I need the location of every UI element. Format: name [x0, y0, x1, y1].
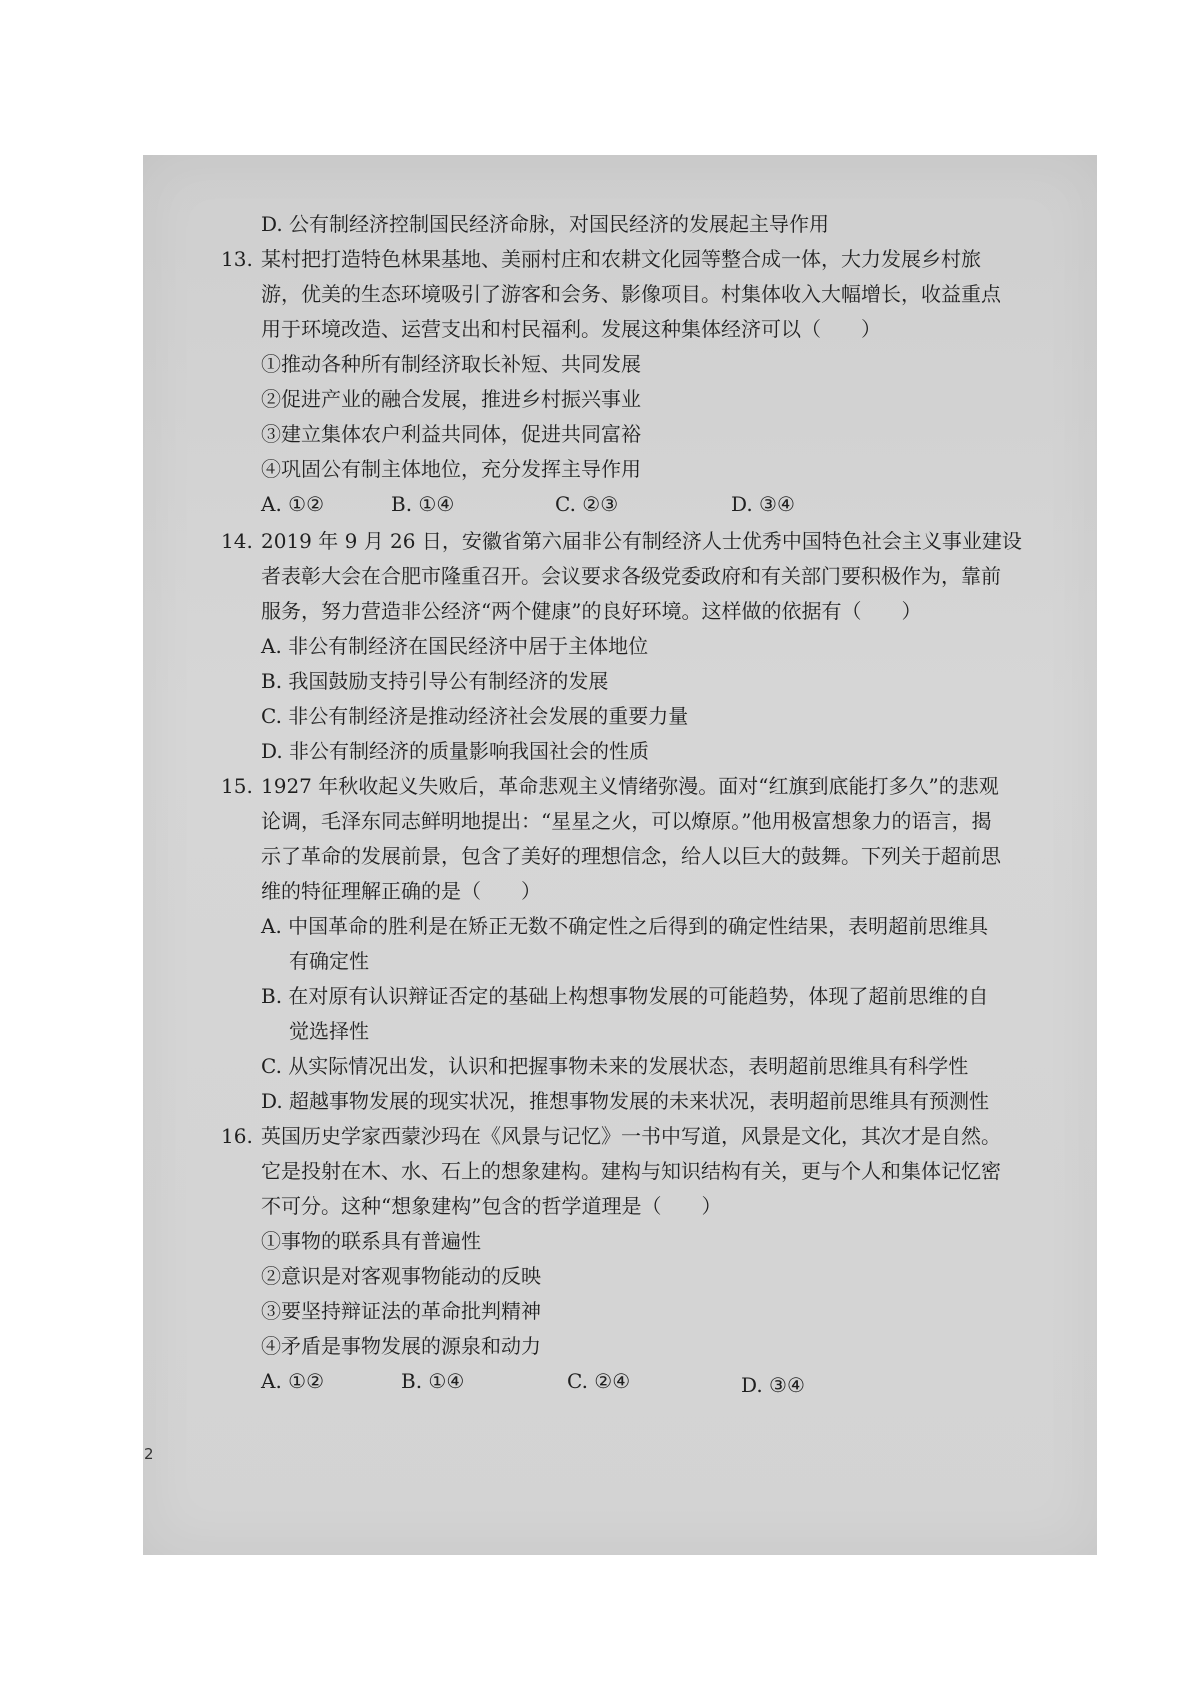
q15-stem-line: 维的特征理解正确的是（ ） — [261, 879, 541, 903]
q15-option-b-cont: 觉选择性 — [289, 1019, 369, 1043]
q15-number: 15. — [221, 774, 253, 798]
q16-option-a: A. ①② — [261, 1369, 325, 1393]
q14-option-b: B. 我国鼓励支持引导公有制经济的发展 — [261, 669, 609, 693]
q16-item: ②意识是对客观事物能动的反映 — [261, 1264, 541, 1288]
q15-option-c: C. 从实际情况出发，认识和把握事物未来的发展状态，表明超前思维具有科学性 — [261, 1054, 969, 1078]
q16-option-c: C. ②④ — [567, 1369, 631, 1393]
q16-stem-line: 它是投射在木、水、石上的想象建构。建构与知识结构有关，更与个人和集体记忆密 — [261, 1159, 1001, 1183]
q16-item: ③要坚持辩证法的革命批判精神 — [261, 1299, 541, 1323]
q16-stem-line: 不可分。这种“想象建构”包含的哲学道理是（ ） — [261, 1194, 722, 1218]
q13-item: ①推动各种所有制经济取长补短、共同发展 — [261, 352, 641, 376]
q14-option-d: D. 非公有制经济的质量影响我国社会的性质 — [261, 739, 650, 763]
q13-stem-line: 游，优美的生态环境吸引了游客和会务、影像项目。村集体收入大幅增长，收益重点 — [261, 282, 1001, 306]
q13-item: ③建立集体农户利益共同体，促进共同富裕 — [261, 422, 641, 446]
q16-number: 16. — [221, 1124, 253, 1148]
q15-stem-line: 论调，毛泽东同志鲜明地提出：“星星之火，可以燎原。”他用极富想象力的语言，揭 — [261, 809, 992, 833]
q13-stem-line: 某村把打造特色林果基地、美丽村庄和农耕文化园等整合成一体，大力发展乡村旅 — [261, 247, 981, 271]
q15-option-a: A. 中国革命的胜利是在矫正无数不确定性之后得到的确定性结果，表明超前思维具 — [261, 914, 989, 938]
q15-option-a-cont: 有确定性 — [289, 949, 369, 973]
q14-number: 14. — [221, 529, 253, 553]
q13-number: 13. — [221, 247, 253, 271]
q14-stem-line: 2019 年 9 月 26 日，安徽省第六届非公有制经济人士优秀中国特色社会主义事业建设 — [261, 529, 1022, 553]
q15-stem-line: 1927 年秋收起义失败后，革命悲观主义情绪弥漫。面对“红旗到底能打多久”的悲观 — [261, 774, 999, 798]
q16-item: ④矛盾是事物发展的源泉和动力 — [261, 1334, 541, 1358]
q15-option-d: D. 超越事物发展的现实状况，推想事物发展的未来状况，表明超前思维具有预测性 — [261, 1089, 990, 1113]
q13-option-d: D. ③④ — [731, 492, 795, 516]
q16-option-b: B. ①④ — [401, 1369, 465, 1393]
q14-option-c: C. 非公有制经济是推动经济社会发展的重要力量 — [261, 704, 689, 728]
q12-option-d: D. 公有制经济控制国民经济命脉，对国民经济的发展起主导作用 — [261, 212, 830, 236]
q15-option-b: B. 在对原有认识辩证否定的基础上构想事物发展的可能趋势，体现了超前思维的自 — [261, 984, 989, 1008]
q16-option-d: D. ③④ — [741, 1373, 805, 1397]
q15-stem-line: 示了革命的发展前景，包含了美好的理想信念，给人以巨大的鼓舞。下列关于超前思 — [261, 844, 1001, 868]
q14-stem-line: 服务，努力营造非公经济“两个健康”的良好环境。这样做的依据有（ ） — [261, 599, 922, 623]
q13-item: ②促进产业的融合发展，推进乡村振兴事业 — [261, 387, 641, 411]
q13-option-c: C. ②③ — [555, 492, 619, 516]
q16-stem-line: 英国历史学家西蒙沙玛在《风景与记忆》一书中写道，风景是文化，其次才是自然。 — [261, 1124, 1001, 1148]
q13-item: ④巩固公有制主体地位，充分发挥主导作用 — [261, 457, 641, 481]
q13-option-b: B. ①④ — [391, 492, 455, 516]
page-number: 2 — [144, 1445, 154, 1463]
q13-stem-line: 用于环境改造、运营支出和村民福利。发展这种集体经济可以（ ） — [261, 317, 881, 341]
q14-option-a: A. 非公有制经济在国民经济中居于主体地位 — [261, 634, 649, 658]
scanned-page — [143, 155, 1097, 1555]
q14-stem-line: 者表彰大会在合肥市隆重召开。会议要求各级党委政府和有关部门要积极作为，靠前 — [261, 564, 1001, 588]
q16-item: ①事物的联系具有普遍性 — [261, 1229, 481, 1253]
q13-option-a: A. ①② — [261, 492, 325, 516]
